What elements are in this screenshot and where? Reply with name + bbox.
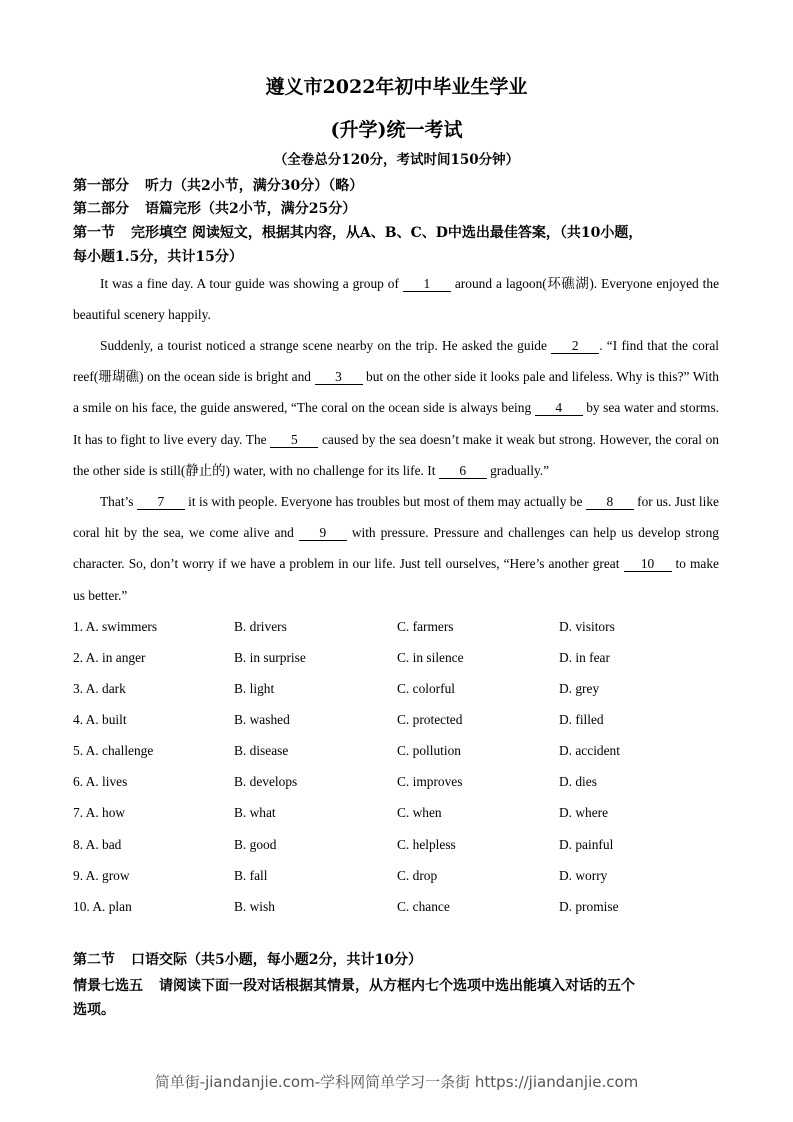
part2-label: 第二部分 [73,201,129,217]
question-row [73,619,733,639]
scenario-line1: 请阅读下面一段对话根据其情景，从方框内七个选项中选出能填入对话的五个 [159,978,635,994]
exam-title-line2: (升学)统一考试 [330,119,463,141]
passage-text: caused by the sea doesn’t make it weak but strong. However, the coral on the other side is still(静止的) water, with no challenge for its life. It [73,431,720,478]
passage-paragraph-2 [73,330,719,486]
blank-7: 7 [137,494,185,510]
option-d: D. visitors [559,619,615,634]
blank-8: 8 [586,494,634,510]
option-b: B. washed [234,712,290,727]
option-b: B. what [234,805,276,820]
option-c: C. improves [397,774,463,789]
blank-9: 9 [299,525,347,541]
passage-text: around a lagoon(环礁湖). Everyone enjoyed the beautiful scenery happily. [73,276,720,323]
option-d: D. grey [559,681,600,696]
option-b: B. disease [234,743,289,758]
question-row [73,899,733,919]
option-b: B. wish [234,899,275,914]
option-c: C. helpless [397,837,456,852]
option-d: D. filled [559,712,604,727]
blank-5: 5 [270,432,318,448]
section1-heading [73,222,642,242]
option-d: D. painful [559,837,614,852]
passage-text: with pressure. Pressure and challenges can help us develop strong character. So, don’t worry if we have a problem in our life. Just tell ourselves, “Here’s another great [73,525,719,572]
option-a: 8. A. bad [73,837,122,852]
section1-line2: 每小题1.5分，共计15分） [73,249,243,265]
passage-text: Suddenly, a tourist noticed a strange scene nearby on the trip. He asked the guide [100,338,552,353]
scenario-heading-cont [73,999,115,1019]
option-d: D. where [559,805,609,820]
option-d: D. in fear [559,650,610,665]
section1-line1: 完形填空 阅读短文，根据其内容，从A、B、C、D中选出最佳答案，（共10小题， [131,225,643,241]
blank-1: 1 [403,276,451,292]
exam-subtitle: （全卷总分120分，考试时间150分钟） [273,152,520,168]
passage-text: That’s [100,494,137,509]
question-row [73,650,733,670]
blank-6: 6 [439,463,487,479]
part1-heading [73,175,363,195]
passage-text: it is with people. Everyone has troubles but most of them may actually be [184,494,586,509]
option-c: C. when [397,805,442,820]
scenario-line2: 选项。 [73,1002,115,1018]
passage-text: by sea water and storms. It has to fight to live every day. The [73,400,720,447]
option-a: 3. A. dark [73,681,126,696]
blank-10: 10 [624,556,672,572]
question-row [73,774,733,794]
option-b: B. develops [234,774,298,789]
blank-4: 4 [535,400,583,416]
option-a: 5. A. challenge [73,743,154,758]
option-c: C. drop [397,868,438,883]
section1-heading-cont [73,246,243,266]
section2-label: 第二节 [73,952,115,968]
question-row [73,681,733,701]
scenario-label: 情景七选五 [73,978,143,994]
option-c: C. farmers [397,619,454,634]
section2-text: 口语交际（共5小题，每小题2分，共计10分） [131,952,422,968]
question-row [73,712,733,732]
option-b: B. fall [234,868,268,883]
blank-3: 3 [315,369,363,385]
passage-text: . “I find that the coral reef(珊瑚礁) on the ocean side is bright and [73,338,719,385]
scenario-heading [73,975,635,995]
option-d: D. worry [559,868,608,883]
passage-text: for us. Just like coral hit by the sea, we come alive and [73,494,719,541]
option-c: C. in silence [397,650,464,665]
option-b: B. good [234,837,277,852]
passage-paragraph-1 [73,268,719,330]
option-b: B. drivers [234,619,287,634]
part1-label: 第一部分 [73,178,129,194]
option-c: C. colorful [397,681,456,696]
option-c: C. protected [397,712,463,727]
exam-title-line1: 遵义市2022年初中毕业生学业 [265,76,528,98]
section1-label: 第一节 [73,225,115,241]
passage-text: but on the other side it looks pale and lifeless. Why is this?” With a smile on his face, the guide answered, “The coral on the ocean side is always being [73,369,719,416]
passage-text: It was a fine day. A tour guide was showing a group of [100,276,403,291]
option-c: C. pollution [397,743,461,758]
option-b: B. light [234,681,275,696]
passage-text: to make us better.” [73,556,719,603]
blank-2: 2 [551,338,599,354]
watermark-footer: 简单街-jiandanjie.com-学科网简单学习一条街 https://jiandanjie.com [154,1073,639,1091]
question-row [73,805,733,825]
option-c: C. chance [397,899,450,914]
option-a: 7. A. how [73,805,126,820]
option-a: 6. A. lives [73,774,128,789]
section2-heading [73,949,422,969]
option-d: D. dies [559,774,597,789]
passage-text: gradually.” [486,462,550,478]
option-b: B. in surprise [234,650,306,665]
passage-paragraph-3 [73,486,719,611]
part1-text: 听力（共2小节，满分30分）（略） [145,178,364,194]
question-row [73,868,733,888]
question-row [73,743,733,763]
part2-heading [73,198,356,218]
question-row [73,837,733,857]
option-a: 2. A. in anger [73,650,146,665]
option-d: D. promise [559,899,619,914]
part2-text: 语篇完形（共2小节，满分25分） [145,201,357,217]
option-a: 4. A. built [73,712,127,727]
option-a: 1. A. swimmers [73,619,158,634]
option-a: 9. A. grow [73,868,130,883]
option-a: 10. A. plan [73,899,132,914]
option-d: D. accident [559,743,620,758]
